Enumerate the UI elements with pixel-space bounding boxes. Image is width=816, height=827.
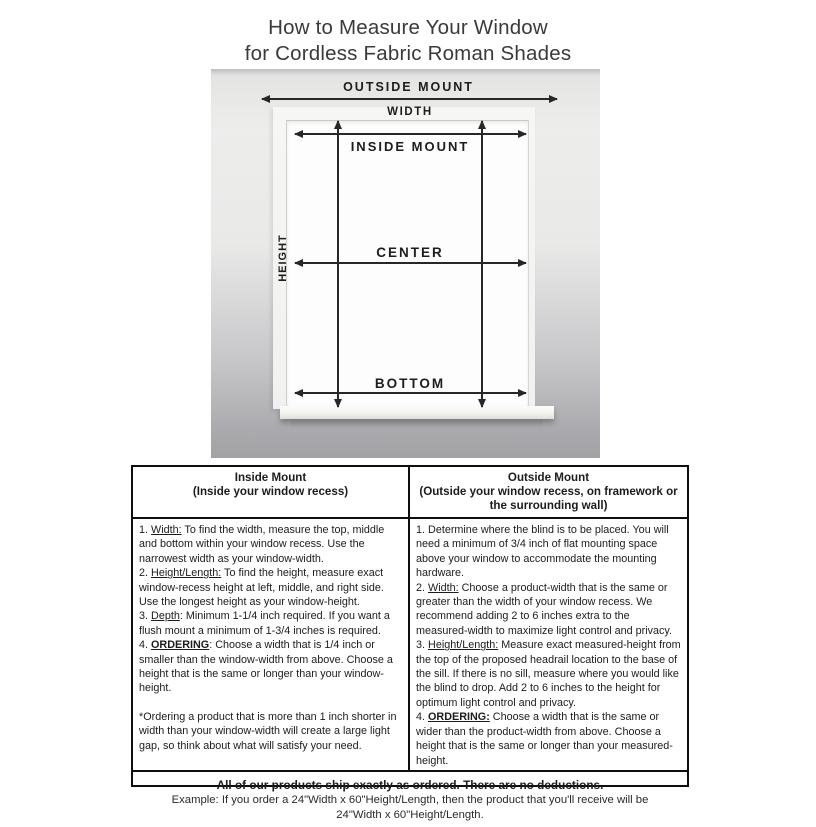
inside-mount-header bbox=[133, 467, 410, 517]
window-sill-shadow bbox=[291, 419, 543, 428]
outside-mount-instructions bbox=[410, 519, 687, 770]
instruction-item: 2. Width: Choose a product-width that is the same or greater than the width of your window recess. We recommend adding 2 to 6 inches extra to the measured-width to maximize light control and privacy. bbox=[416, 581, 673, 637]
window-sill bbox=[280, 406, 554, 419]
page-title-line2: for Cordless Fabric Roman Shades bbox=[244, 42, 572, 65]
window-measure-diagram bbox=[211, 69, 600, 458]
instruction-item: 1. Width: To find the width, measure the top, middle and bottom within your window recess. Use the narrowest width as your window-width. bbox=[139, 524, 385, 565]
table-body-row bbox=[133, 519, 687, 772]
outside-mount-arrow bbox=[262, 98, 557, 100]
bottom-label: BOTTOM bbox=[374, 376, 446, 391]
table-footer-row bbox=[133, 772, 687, 827]
instruction-item: 1. Determine where the blind is to be placed. You will need a minimum of 3/4 inch of flat mounting space above your window to accommodate the mounting hardware. bbox=[416, 524, 669, 580]
center-label: CENTER bbox=[376, 245, 444, 260]
inside-mount-label: INSIDE MOUNT bbox=[350, 139, 470, 154]
inside-mount-arrow bbox=[295, 133, 526, 135]
shipping-policy-statement: All of our products ship exactly as ordered. There are no deductions. bbox=[216, 777, 604, 792]
center-arrow bbox=[295, 262, 526, 264]
instruction-item: 3. Height/Length: Measure exact measured-height from the top of the proposed headrail location to the base of the sill. If there is no sill, measure where you would like the blind to drop. Add 2 to 6 inches to the height for optimum light control and privacy. bbox=[416, 639, 681, 709]
instruction-item: 4. ORDERING: Choose a width that is the same or wider than the product-width from above. Choose a height that is the same or longer than your measured-height. bbox=[416, 711, 673, 767]
width-label: WIDTH bbox=[387, 106, 433, 118]
table-header-row bbox=[133, 467, 687, 519]
height-arrow-left bbox=[337, 121, 339, 407]
instruction-item: 2. Height/Length: To find the height, measure exact window-recess height at left, middle, and right side. Use the longest height as your window-height. bbox=[139, 567, 384, 609]
page-title bbox=[0, 15, 816, 67]
inside-mount-instructions bbox=[133, 519, 410, 770]
inside-mount-header-sub: (Inside your window recess) bbox=[192, 485, 349, 498]
bottom-arrow bbox=[295, 392, 526, 394]
height-arrow-right bbox=[481, 121, 483, 407]
outside-mount-header-title: Outside Mount bbox=[507, 471, 590, 484]
ordering-example-line1: Example: If you order a 24"Width x 60"Height/Length, then the product that you'll receive will be bbox=[171, 793, 649, 806]
height-label: HEIGHT bbox=[277, 234, 289, 282]
page-title-line1: How to Measure Your Window bbox=[268, 16, 548, 39]
outside-mount-label: OUTSIDE MOUNT bbox=[343, 80, 474, 94]
light-gap-note: *Ordering a product that is more than 1 inch shorter in width than your window-width will create a large light gap, so think about what will satisfy your need. bbox=[139, 710, 397, 752]
instruction-item: 4. ORDERING: Choose a width that is 1/4 inch or smaller than the window-width from above. Choose a height that is the same or longer than your window-height. bbox=[139, 639, 393, 695]
ordering-example-line2: 24"Width x 60"Height/Length. bbox=[336, 808, 484, 821]
instruction-item: 3. Depth: Minimum 1-1/4 inch required. If you want a flush mount a minimum of 1-3/4 inches is required. bbox=[139, 610, 390, 637]
outside-mount-header-sub: (Outside your window recess, on framework or the surrounding wall) bbox=[419, 485, 678, 512]
window-opening bbox=[286, 120, 529, 409]
inside-mount-header-title: Inside Mount bbox=[234, 471, 307, 484]
measuring-instructions-table bbox=[131, 465, 689, 821]
outside-mount-header bbox=[410, 467, 687, 517]
